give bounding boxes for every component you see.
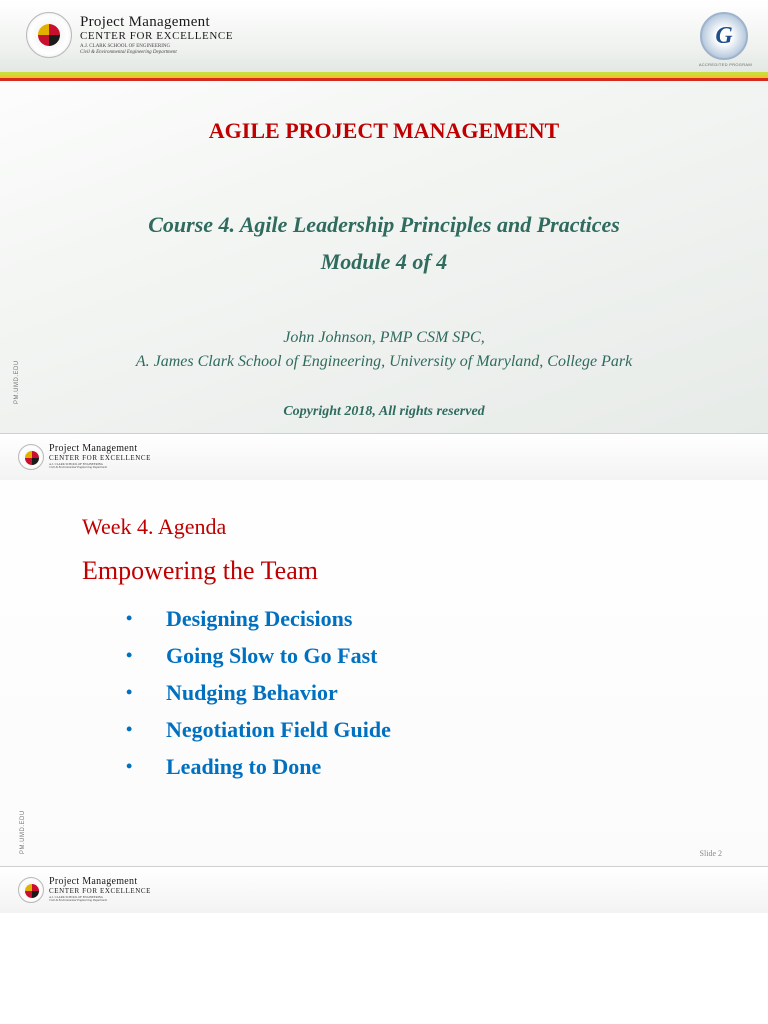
- agenda-heading: Week 4. Agenda: [82, 514, 227, 539]
- umd-pm-logo: [18, 444, 151, 470]
- author-block: [0, 326, 768, 374]
- vertical-url: PM.UMD.EDU: [14, 360, 20, 404]
- bullet-icon: •: [126, 756, 133, 776]
- umd-seal-icon: [18, 877, 44, 903]
- slide-2-header: [0, 434, 768, 480]
- course-line-1: Course 4. Agile Leadership Principles and Practices: [148, 212, 620, 237]
- org-school: A.J. CLARK SCHOOL OF ENGINEERING: [80, 44, 171, 50]
- org-school: A.J. CLARK SCHOOL OF ENGINEERING: [49, 462, 104, 467]
- slide-2: [0, 433, 768, 866]
- bullet-icon: •: [126, 719, 133, 739]
- agenda-item: [126, 748, 391, 785]
- bullet-icon: •: [126, 645, 133, 665]
- slide-3-header: [0, 867, 768, 913]
- org-subtitle: CENTER FOR EXCELLENCE: [49, 453, 152, 462]
- accreditation-badge-icon: G: [700, 12, 748, 60]
- slide-3: [0, 866, 768, 1024]
- author-line-1: John Johnson, PMP CSM SPC,: [283, 329, 485, 346]
- bullet-icon: •: [126, 608, 133, 628]
- agenda-item-label: Negotiation Field Guide: [166, 716, 391, 742]
- org-title: Project Management: [49, 876, 138, 888]
- agenda-item-label: Nudging Behavior: [166, 679, 338, 705]
- org-subtitle: CENTER FOR EXCELLENCE: [49, 886, 152, 895]
- slide-number: Slide 2: [699, 849, 722, 858]
- slide-1-header: [0, 0, 768, 72]
- agenda-list: [126, 600, 391, 785]
- agenda-item: [126, 674, 391, 711]
- header-stripes: [0, 72, 768, 84]
- course-line-2: Module 4 of 4: [320, 249, 448, 274]
- author-line-2: A. James Clark School of Engineering, University of Maryland, College Park: [135, 353, 633, 370]
- course-subtitle: [0, 206, 768, 280]
- org-department: Civil & Environmental Engineering Department: [49, 465, 108, 470]
- umd-pm-logo: [26, 12, 233, 58]
- badge-caption: ACCREDITED PROGRAM: [698, 62, 752, 67]
- agenda-item: [126, 637, 391, 674]
- umd-seal-icon: [26, 12, 72, 58]
- agenda-item-label: Leading to Done: [166, 753, 322, 779]
- agenda-topic: Empowering the Team: [82, 556, 318, 585]
- org-department: Civil & Environmental Engineering Department: [49, 898, 108, 903]
- agenda-item-label: Going Slow to Go Fast: [166, 642, 378, 668]
- org-title: Project Management: [49, 443, 138, 455]
- umd-pm-logo: [18, 877, 151, 903]
- umd-seal-icon: [18, 444, 44, 470]
- org-department: Civil & Environmental Engineering Department: [80, 49, 177, 55]
- agenda-item: [126, 600, 391, 637]
- org-school: A.J. CLARK SCHOOL OF ENGINEERING: [49, 895, 104, 900]
- course-title: AGILE PROJECT MANAGEMENT: [208, 118, 560, 143]
- org-subtitle: CENTER FOR EXCELLENCE: [80, 29, 234, 42]
- agenda-item: [126, 711, 391, 748]
- org-title: Project Management: [80, 14, 210, 31]
- slide-1: [0, 0, 768, 433]
- copyright: Copyright 2018, All rights reserved: [283, 404, 485, 419]
- vertical-url: PM.UMD.EDU: [20, 810, 26, 854]
- agenda-item-label: Designing Decisions: [166, 605, 353, 631]
- bullet-icon: •: [126, 682, 133, 702]
